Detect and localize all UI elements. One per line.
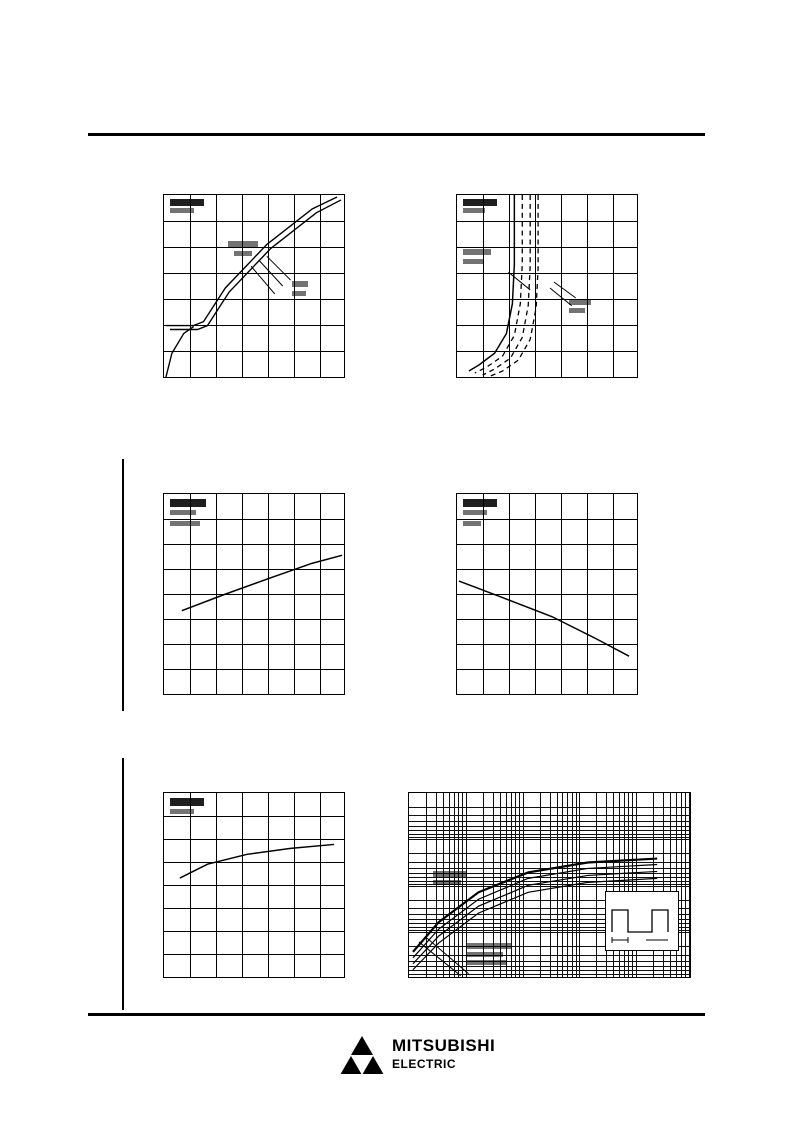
logo-line1: MITSUBISHI (392, 1036, 496, 1055)
section-divider-bottom (122, 758, 124, 1010)
mitsubishi-three-diamonds-icon (340, 1034, 384, 1074)
chart-curves (164, 195, 344, 377)
chart-bottom-right (408, 792, 691, 978)
chart-curves (457, 494, 637, 694)
footer-rule (88, 1013, 705, 1016)
logo-line2: ELECTRIC (392, 1057, 456, 1071)
chart-mid-right (456, 493, 638, 695)
chart-bottom-left (163, 792, 345, 978)
header-rule (88, 133, 705, 136)
section-divider-middle (122, 459, 124, 711)
pulse-waveform-inset (605, 891, 679, 951)
chart-curves (164, 793, 344, 977)
chart-top-right (456, 194, 638, 378)
chart-curves (457, 195, 637, 377)
chart-mid-left (163, 493, 345, 695)
mitsubishi-logo (340, 1032, 520, 1090)
chart-top-left (163, 194, 345, 378)
